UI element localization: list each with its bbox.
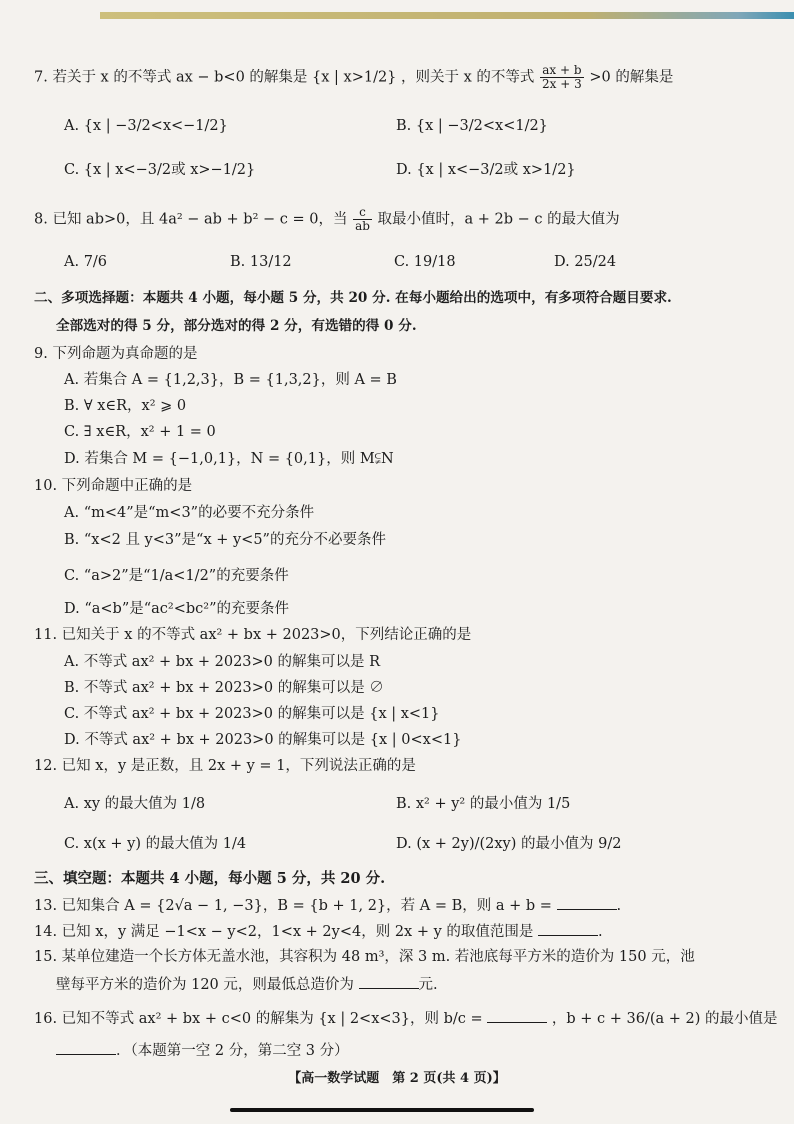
q13-answer-blank[interactable] — [557, 895, 617, 910]
q16-note: ．（本题第一空 2 分，第二空 3 分） — [116, 1043, 349, 1059]
question-7-stem — [34, 64, 673, 91]
q7-option-a: A. {x | −3/2<x<−1/2} — [64, 118, 228, 134]
top-color-strip — [100, 12, 794, 19]
q10-option-d: D. “a<b”是“ac²<bc²”的充要条件 — [64, 601, 289, 617]
q12-option-c: C. x(x + y) 的最大值为 1/4 — [64, 836, 247, 852]
q13-text: 13. 已知集合 A = {2√a − 1, −3}，B = {b + 1, 2}，若 A = B，则 a + b = — [34, 898, 552, 914]
q15-text: 壁每平方米的造价为 120 元，则最低总造价为 — [56, 977, 354, 993]
question-9-stem: 9. 下列命题为真命题的是 — [34, 346, 198, 362]
q7-frac-num: ax + b — [540, 64, 584, 78]
q14-end: . — [598, 924, 603, 940]
question-16-line2 — [56, 1040, 349, 1061]
q16-answer-blank-2[interactable] — [56, 1040, 116, 1055]
q7-frac-den: 2x + 3 — [542, 77, 582, 91]
q15-end: 元. — [418, 977, 438, 993]
q9-option-b: B. ∀ x∈R，x² ⩾ 0 — [64, 398, 187, 414]
q10-option-c: C. “a>2”是“1/a<1/2”的充要条件 — [64, 568, 289, 584]
q7-text-b: ，则关于 x 的不等式 — [401, 69, 535, 86]
q7-option-b: B. {x | −3/2<x<1/2} — [396, 118, 548, 134]
q7-option-c: C. {x | x<−3/2或 x>−1/2} — [64, 162, 256, 178]
q14-answer-blank[interactable] — [538, 921, 598, 936]
question-15-line2 — [56, 974, 438, 995]
question-16-line1 — [34, 1008, 778, 1029]
q8-frac-num: c — [353, 206, 372, 220]
q11-option-a: A. 不等式 ax² + bx + 2023>0 的解集可以是 R — [64, 654, 381, 670]
q16-text-b: ，b + c + 36/(a + 2) 的最小值是 — [551, 1011, 778, 1027]
q9-option-a: A. 若集合 A = {1,2,3}，B = {1,3,2}，则 A = B — [64, 372, 397, 388]
q11-option-d: D. 不等式 ax² + bx + 2023>0 的解集可以是 {x | 0<x<1} — [64, 732, 462, 748]
q12-option-a: A. xy 的最大值为 1/8 — [64, 796, 206, 812]
question-14 — [34, 921, 603, 942]
q8-fraction — [353, 206, 372, 233]
q12-option-b: B. x² + y² 的最小值为 1/5 — [396, 796, 571, 812]
question-8-stem — [34, 206, 620, 233]
q7-text: 7. 若关于 x 的不等式 ax − b<0 的解集是 — [34, 69, 308, 86]
question-11-stem: 11. 已知关于 x 的不等式 ax² + bx + 2023>0，下列结论正确的是 — [34, 627, 472, 643]
q11-option-b: B. 不等式 ax² + bx + 2023>0 的解集可以是 ∅ — [64, 680, 384, 696]
q16-answer-blank-1[interactable] — [487, 1008, 547, 1023]
question-13 — [34, 895, 621, 916]
q8-option-b: B. 13/12 — [230, 254, 292, 270]
q14-text: 14. 已知 x，y 满足 −1<x − y<2，1<x + 2y<4，则 2x + y 的取值范围是 — [34, 924, 534, 940]
q7-option-d: D. {x | x<−3/2或 x>1/2} — [396, 162, 576, 178]
q8-option-d: D. 25/24 — [554, 254, 617, 270]
q8-option-c: C. 19/18 — [394, 254, 456, 270]
q7-solution-set: {x | x>1/2} — [312, 69, 397, 86]
q8-text-b: 取最小值时，a + 2b − c 的最大值为 — [377, 211, 620, 228]
q10-option-b: B. “x<2 且 y<3”是“x + y<5”的充分不必要条件 — [64, 532, 386, 548]
q11-option-c: C. 不等式 ax² + bx + 2023>0 的解集可以是 {x | x<1} — [64, 706, 440, 722]
section-3-heading: 三、填空题：本题共 4 小题，每小题 5 分，共 20 分. — [34, 870, 386, 887]
q9-option-c: C. ∃ x∈R，x² + 1 = 0 — [64, 424, 216, 440]
bottom-dark-bar — [230, 1108, 534, 1112]
question-10-stem: 10. 下列命题中正确的是 — [34, 478, 193, 494]
q16-text-a: 16. 已知不等式 ax² + bx + c<0 的解集为 {x | 2<x<3}，则 b/c = — [34, 1011, 483, 1027]
q10-option-a: A. “m<4”是“m<3”的必要不充分条件 — [64, 505, 315, 521]
page-footer: 【高一数学试题 第 2 页(共 4 页)】 — [288, 1071, 506, 1086]
question-15-line1: 15. 某单位建造一个长方体无盖水池，其容积为 48 m³，深 3 m. 若池底每平方米的造价为 150 元，池 — [34, 949, 695, 965]
q8-text-a: 8. 已知 ab>0，且 4a² − ab + b² − c = 0，当 — [34, 211, 348, 228]
q8-option-a: A. 7/6 — [64, 254, 108, 270]
q13-end: . — [616, 898, 622, 914]
q8-frac-den: ab — [355, 219, 370, 233]
q12-option-d: D. (x + 2y)/(2xy) 的最小值为 9/2 — [396, 836, 622, 852]
section-2-scoring: 全部选对的得 5 分，部分选对的得 2 分，有选错的得 0 分. — [56, 318, 417, 334]
q7-text-c: >0 的解集是 — [589, 69, 674, 86]
q9-option-d: D. 若集合 M = {−1,0,1}，N = {0,1}，则 M⫋N — [64, 451, 394, 467]
section-2-heading: 二、多项选择题：本题共 4 小题，每小题 5 分，共 20 分. 在每小题给出的选项中，有多项符合题目要求. — [34, 290, 672, 306]
question-12-stem: 12. 已知 x，y 是正数，且 2x + y = 1，下列说法正确的是 — [34, 758, 416, 774]
q15-answer-blank[interactable] — [359, 974, 419, 989]
q7-fraction — [540, 64, 584, 91]
